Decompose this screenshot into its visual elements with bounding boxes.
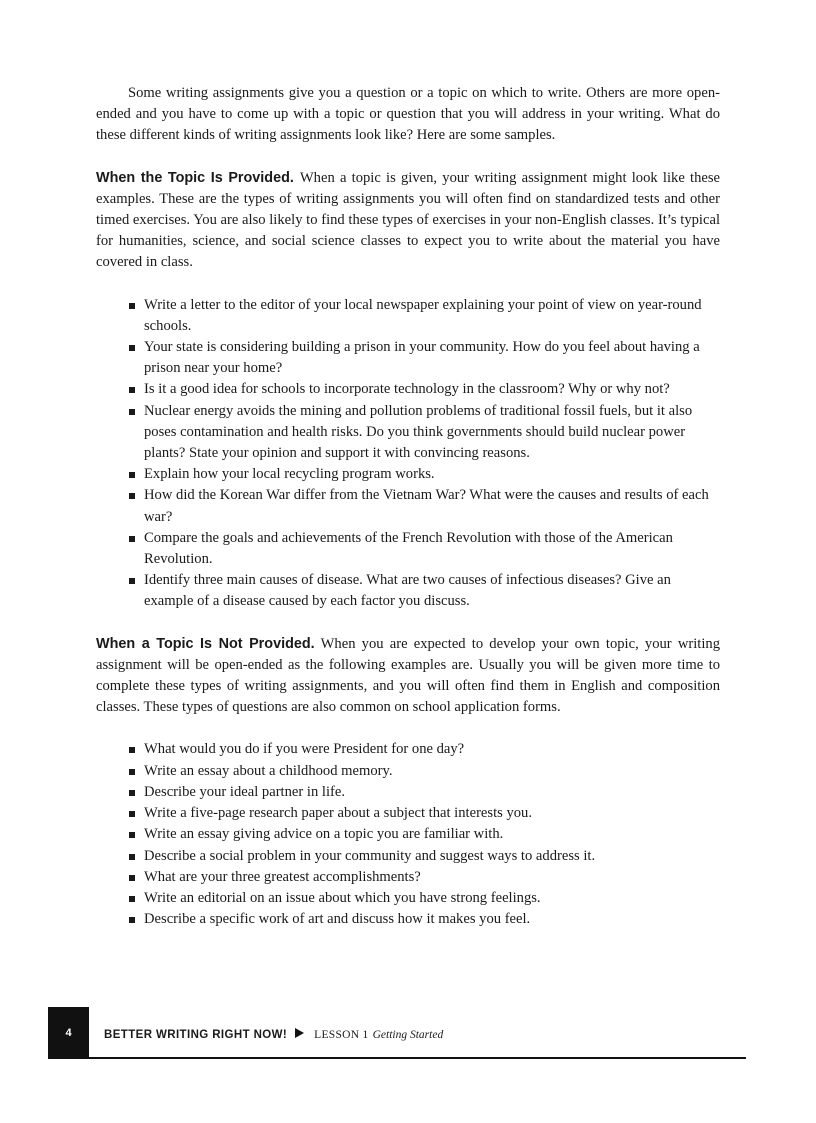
list-item: Compare the goals and achievements of the French Revolution with those of the American Revolution. xyxy=(144,528,720,570)
list-item: Write a letter to the editor of your local newspaper explaining your point of view on year-round schools. xyxy=(144,295,720,337)
section-provided-body: When a topic is given, your writing assignment might look like these examples. These are the types of writing assignments you will often find on standardized tests and other timed exercises. You are also likely to find these types of exercises in your non-English classes. It’s typical for humanities, science, and social science classes to expect you to write about the material you have covered in class. xyxy=(96,169,720,271)
provided-topic-list xyxy=(96,295,720,613)
lesson-title: Getting Started xyxy=(372,1029,444,1041)
list-item: Your state is considering building a prison in your community. How do you feel about having a prison near your home? xyxy=(144,337,720,379)
section-provided-paragraph xyxy=(96,168,720,274)
list-item: Write an editorial on an issue about which you have strong feelings. xyxy=(144,888,720,909)
open-topic-list xyxy=(96,739,720,930)
running-footer xyxy=(104,1028,443,1044)
list-item: Identify three main causes of disease. What are two causes of infectious diseases? Give an example of a disease caused by each factor you discuss. xyxy=(144,570,720,612)
list-item: Describe your ideal partner in life. xyxy=(144,782,720,803)
lesson-label: LESSON 1 xyxy=(314,1029,369,1041)
list-item: Is it a good idea for schools to incorporate technology in the classroom? Why or why not? xyxy=(144,379,720,400)
list-item: Explain how your local recycling program works. xyxy=(144,464,720,485)
list-item: Nuclear energy avoids the mining and pollution problems of traditional fossil fuels, but it also poses contamination and health risks. Do you think governments should build nuclear power plants? State your opinion and support it with convincing reasons. xyxy=(144,401,720,465)
list-item: Write a five-page research paper about a subject that interests you. xyxy=(144,803,720,824)
play-arrow-icon xyxy=(295,1028,304,1038)
list-item: How did the Korean War differ from the Vietnam War? What were the causes and results of each war? xyxy=(144,485,720,527)
section-not-provided-body: When you are expected to develop your own topic, your writing assignment will be open-ended as the following examples are. Usually you will be given more time to complete these types of writing assignments, and you will often find them in English and composition classes. These types of questions are also common on school application forms. xyxy=(96,635,720,716)
section-provided-heading: When the Topic Is Provided. xyxy=(96,169,294,186)
section-not-provided-paragraph xyxy=(96,634,720,719)
list-item: What are your three greatest accomplishments? xyxy=(144,867,720,888)
list-item: Describe a specific work of art and discuss how it makes you feel. xyxy=(144,909,720,930)
list-item: Write an essay about a childhood memory. xyxy=(144,761,720,782)
page-number-box xyxy=(48,1007,89,1059)
intro-paragraph: Some writing assignments give you a question or a topic on which to write. Others are more open-ended and you have to come up with a topic or question that you will address in your writing. What do these different kinds of writing assignments look like? Here are some samples. xyxy=(96,85,720,144)
list-item: Describe a social problem in your community and suggest ways to address it. xyxy=(144,846,720,867)
list-item: Write an essay giving advice on a topic you are familiar with. xyxy=(144,824,720,845)
page-number: 4 xyxy=(65,1027,72,1039)
page-content xyxy=(96,83,720,930)
section-not-provided-heading: When a Topic Is Not Provided. xyxy=(96,635,315,652)
footer-rule xyxy=(48,1057,746,1059)
book-title: BETTER WRITING RIGHT NOW! xyxy=(104,1029,288,1041)
list-item: What would you do if you were President for one day? xyxy=(144,739,720,760)
